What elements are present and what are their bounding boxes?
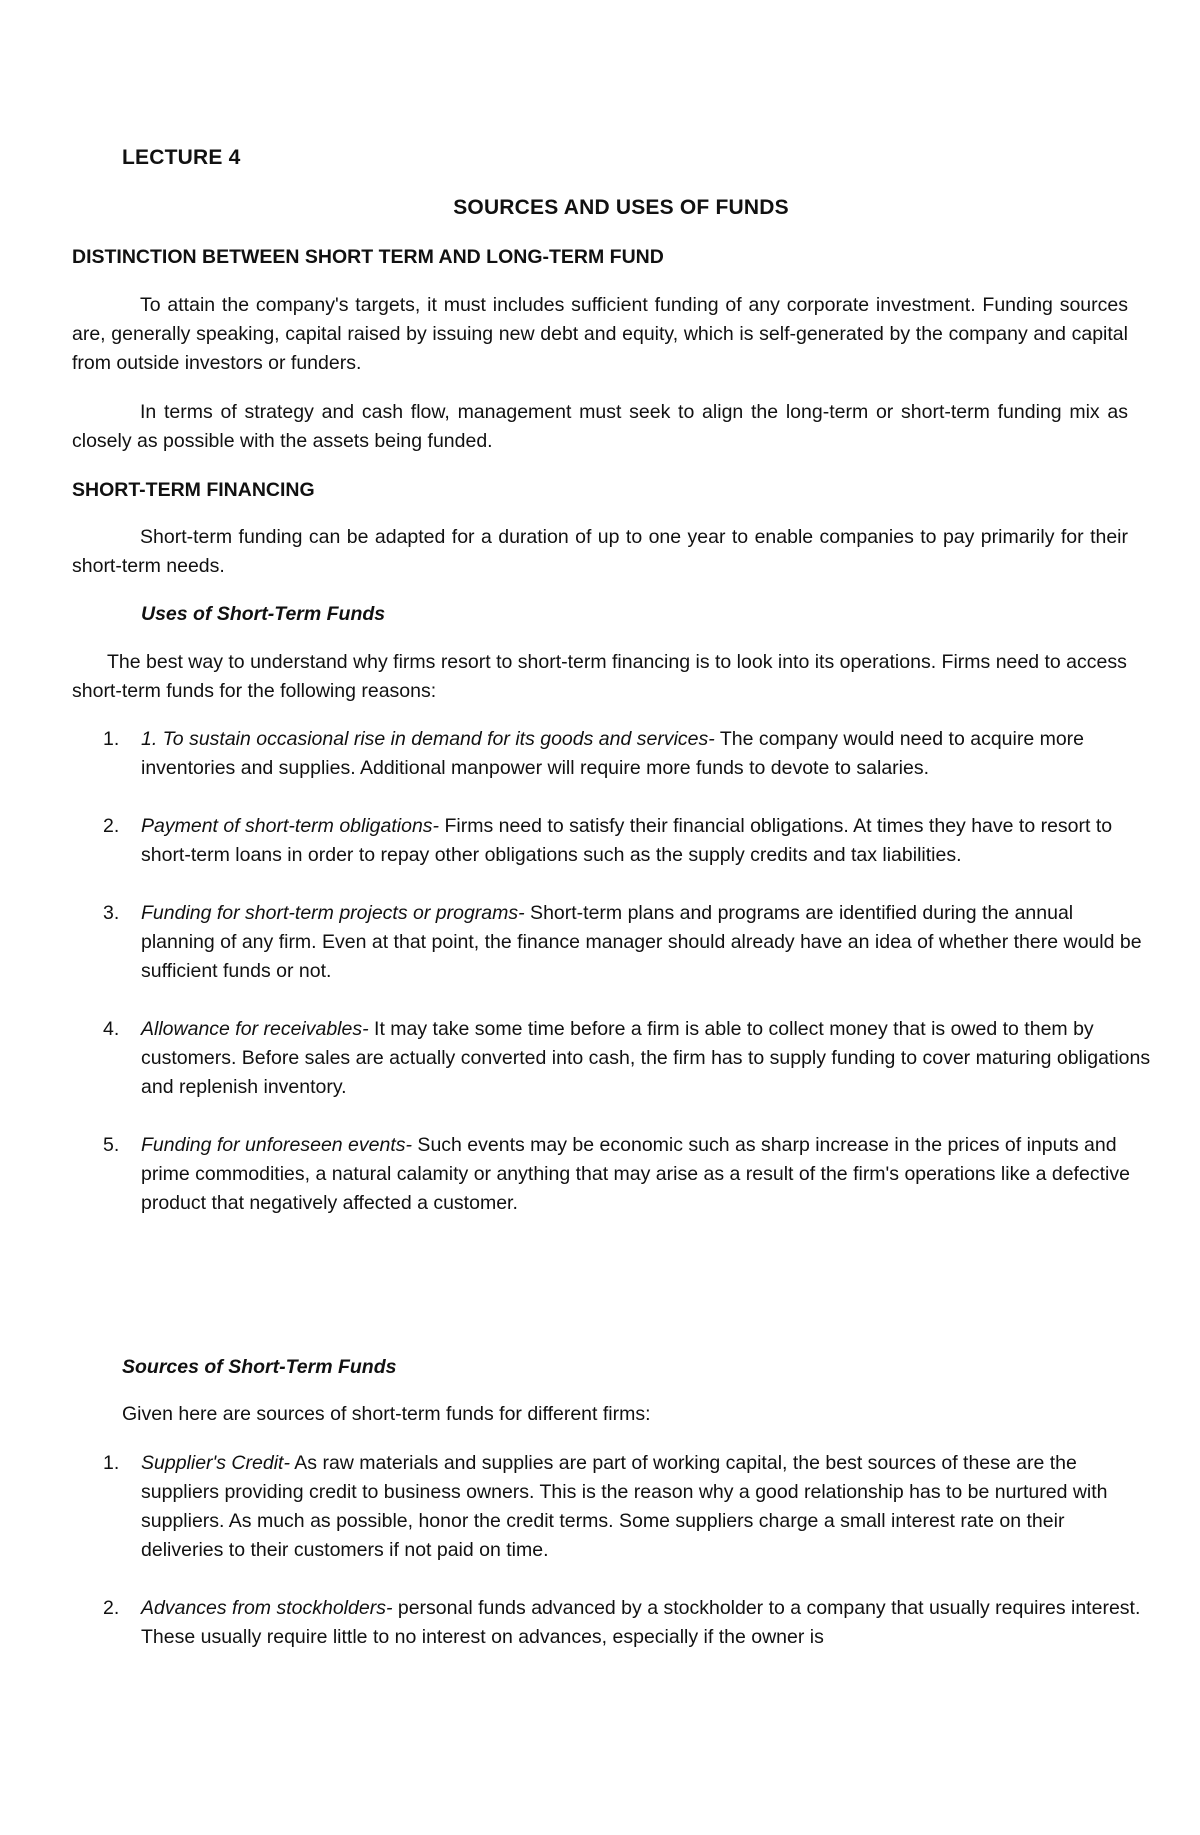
list-item [72, 1449, 1152, 1565]
section-heading-short-term-financing: SHORT-TERM FINANCING [72, 479, 315, 501]
list-item-number: 2. [103, 1597, 120, 1619]
list-item [72, 1594, 1152, 1652]
lecture-label: LECTURE 4 [122, 146, 241, 169]
list-item-term: Allowance for receivables- [141, 1018, 369, 1040]
document-title: SOURCES AND USES OF FUNDS [453, 196, 789, 219]
paragraph-short-term-funding: Short-term funding can be adapted for a duration of up to one year to enable companies to pay primarily for their short-term needs. [72, 526, 1128, 577]
list-item [72, 1015, 1152, 1102]
list-item-number: 1. [103, 1452, 120, 1474]
list-item [72, 812, 1152, 870]
list-item-text: Firms need to satisfy their financial obligations. At times they have to resort to short-term loans in order to repay other obligations such as the supply credits and tax liabilities. [141, 815, 1113, 866]
list-item-text: It may take some time before a firm is able to collect money that is owed to them by customers. Before sales are actually converted into cash, the firm has to supply funding to cover maturing obligations and replenish inventory. [141, 1018, 1151, 1098]
list-item-term: Funding for unforeseen events- [141, 1134, 413, 1156]
list-item [72, 899, 1152, 986]
list-item-number: 1. [103, 728, 120, 750]
list-item-text: Such events may be economic such as sharp increase in the prices of inputs and prime commodities, a natural calamity or anything that may arise as a result of the firm's operations like a defective product that negatively affected a customer. [141, 1134, 1130, 1214]
subheading-sources: Sources of Short-Term Funds [122, 1356, 397, 1378]
subheading-uses: Uses of Short-Term Funds [141, 603, 386, 625]
list-item-text: The company would need to acquire more inventories and supplies. Additional manpower will require more funds to devote to salaries. [141, 728, 1085, 779]
list-item-text: personal funds advanced by a stockholder to a company that usually requires interest. These usually require little to no interest on advances, especially if the owner is [141, 1597, 1141, 1648]
list-item-number: 4. [103, 1018, 120, 1040]
uses-list [72, 725, 1152, 1218]
list-item-text: Short-term plans and programs are identified during the annual planning of any firm. Even at that point, the finance manager should already have an idea of whether there would be sufficient funds or not. [141, 902, 1142, 982]
sources-list [72, 1449, 1152, 1652]
paragraph-strategy: In terms of strategy and cash flow, management must seek to align the long-term or short-term funding mix as closely as possible with the assets being funded. [72, 401, 1128, 452]
list-item [72, 1131, 1152, 1218]
list-item-term: 1. To sustain occasional rise in demand for its goods and services- [141, 728, 715, 750]
list-item-number: 2. [103, 815, 120, 837]
list-item-number: 5. [103, 1134, 120, 1156]
list-item-term: Payment of short-term obligations- [141, 815, 440, 837]
paragraph-uses-intro: The best way to understand why firms resort to short-term financing is to look into its operations. Firms need to access short-term funds for the following reasons: [72, 651, 1127, 702]
list-item [72, 725, 1152, 783]
paragraph-sources-intro: Given here are sources of short-term funds for different firms: [122, 1403, 651, 1425]
paragraph-funding-sources: To attain the company's targets, it must includes sufficient funding of any corporate investment. Funding sources are, generally speaking, capital raised by issuing new debt and equity, which is self-generated by the company and capital from outside investors or funders. [72, 294, 1128, 374]
section-heading-distinction: DISTINCTION BETWEEN SHORT TERM AND LONG-TERM FUND [72, 246, 664, 268]
list-item-number: 3. [103, 902, 120, 924]
list-item-term: Advances from stockholders- [141, 1597, 393, 1619]
list-item-term: Funding for short-term projects or programs- [141, 902, 525, 924]
list-item-text: As raw materials and supplies are part of working capital, the best sources of these are the suppliers providing credit to business owners. This is the reason why a good relationship has to be nurtured with suppliers. As much as possible, honor the credit terms. Some suppliers charge a small interest rate on their deliveries to their customers if not paid on time. [141, 1452, 1108, 1561]
list-item-term: Supplier's Credit- [141, 1452, 290, 1474]
